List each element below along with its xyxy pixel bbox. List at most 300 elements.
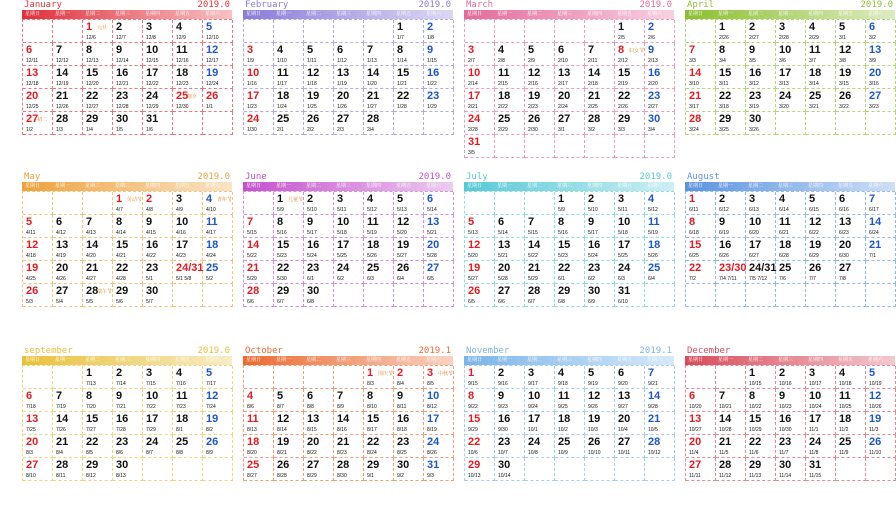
day-cell[interactable] (716, 215, 746, 238)
day-cell[interactable] (113, 284, 143, 307)
day-cell[interactable] (53, 261, 83, 284)
day-cell[interactable] (686, 192, 716, 215)
day-cell[interactable] (555, 192, 585, 215)
day-cell[interactable] (776, 435, 806, 458)
day-cell[interactable] (525, 412, 555, 435)
day-cell[interactable] (866, 215, 896, 238)
day-cell[interactable] (203, 366, 233, 389)
day-cell[interactable] (364, 192, 394, 215)
day-cell[interactable] (113, 412, 143, 435)
day-cell[interactable] (244, 66, 274, 89)
day-cell[interactable] (525, 66, 555, 89)
day-cell[interactable] (244, 389, 274, 412)
day-cell[interactable] (645, 261, 675, 284)
day-cell[interactable] (173, 389, 203, 412)
day-cell[interactable] (525, 238, 555, 261)
day-cell[interactable] (143, 89, 173, 112)
day-cell[interactable] (716, 112, 746, 135)
day-cell[interactable] (364, 215, 394, 238)
day-cell[interactable] (364, 458, 394, 481)
day-cell[interactable] (746, 261, 776, 284)
day-cell[interactable] (274, 284, 304, 307)
day-cell[interactable] (244, 261, 274, 284)
day-cell[interactable] (173, 238, 203, 261)
day-cell[interactable] (776, 192, 806, 215)
day-cell[interactable] (203, 389, 233, 412)
day-cell[interactable] (555, 215, 585, 238)
day-cell[interactable] (686, 66, 716, 89)
day-cell[interactable] (866, 66, 896, 89)
day-cell[interactable] (555, 261, 585, 284)
day-cell[interactable] (424, 20, 454, 43)
day-cell[interactable] (716, 66, 746, 89)
day-cell[interactable] (465, 412, 495, 435)
day-cell[interactable] (465, 43, 495, 66)
day-cell[interactable] (274, 412, 304, 435)
day-cell[interactable] (495, 435, 525, 458)
day-cell[interactable] (686, 412, 716, 435)
day-cell[interactable] (83, 112, 113, 135)
day-cell[interactable] (465, 458, 495, 481)
day-cell[interactable] (866, 43, 896, 66)
day-cell[interactable] (465, 435, 495, 458)
day-cell[interactable] (555, 366, 585, 389)
day-cell[interactable] (555, 66, 585, 89)
day-cell[interactable] (334, 389, 364, 412)
day-cell[interactable] (274, 89, 304, 112)
day-cell[interactable] (244, 89, 274, 112)
day-cell[interactable] (645, 412, 675, 435)
day-cell[interactable] (645, 112, 675, 135)
day-cell[interactable] (304, 389, 334, 412)
day-cell[interactable] (244, 458, 274, 481)
day-cell[interactable] (364, 238, 394, 261)
day-cell[interactable] (686, 89, 716, 112)
day-cell[interactable] (113, 89, 143, 112)
day-cell[interactable] (645, 66, 675, 89)
day-cell[interactable] (465, 135, 495, 158)
day-cell[interactable] (394, 215, 424, 238)
day-cell[interactable] (394, 43, 424, 66)
day-cell[interactable] (615, 192, 645, 215)
day-cell[interactable] (173, 43, 203, 66)
day-cell[interactable] (836, 89, 866, 112)
day-cell[interactable] (776, 43, 806, 66)
day-cell[interactable] (836, 66, 866, 89)
day-cell[interactable] (53, 435, 83, 458)
day-cell[interactable] (776, 215, 806, 238)
day-cell[interactable] (83, 261, 113, 284)
day-cell[interactable] (364, 261, 394, 284)
day-cell[interactable] (173, 215, 203, 238)
day-cell[interactable] (716, 238, 746, 261)
day-cell[interactable] (424, 89, 454, 112)
day-cell[interactable] (424, 238, 454, 261)
day-cell[interactable] (364, 389, 394, 412)
day-cell[interactable] (83, 284, 113, 307)
day-cell[interactable] (615, 284, 645, 307)
day-cell[interactable] (836, 238, 866, 261)
day-cell[interactable] (716, 435, 746, 458)
day-cell[interactable] (424, 66, 454, 89)
day-cell[interactable] (394, 20, 424, 43)
day-cell[interactable] (776, 261, 806, 284)
day-cell[interactable] (274, 43, 304, 66)
day-cell[interactable] (806, 89, 836, 112)
day-cell[interactable] (776, 66, 806, 89)
day-cell[interactable] (776, 238, 806, 261)
day-cell[interactable] (173, 366, 203, 389)
day-cell[interactable] (806, 43, 836, 66)
day-cell[interactable] (806, 66, 836, 89)
day-cell[interactable] (746, 238, 776, 261)
day-cell[interactable] (806, 215, 836, 238)
day-cell[interactable] (23, 435, 53, 458)
day-cell[interactable] (806, 238, 836, 261)
day-cell[interactable] (203, 43, 233, 66)
day-cell[interactable] (83, 412, 113, 435)
day-cell[interactable] (203, 215, 233, 238)
day-cell[interactable] (686, 238, 716, 261)
day-cell[interactable] (394, 66, 424, 89)
day-cell[interactable] (23, 284, 53, 307)
day-cell[interactable] (746, 20, 776, 43)
day-cell[interactable] (394, 261, 424, 284)
day-cell[interactable] (203, 20, 233, 43)
day-cell[interactable] (394, 238, 424, 261)
day-cell[interactable] (525, 435, 555, 458)
day-cell[interactable] (615, 366, 645, 389)
day-cell[interactable] (836, 389, 866, 412)
day-cell[interactable] (615, 112, 645, 135)
day-cell[interactable] (364, 89, 394, 112)
day-cell[interactable] (203, 192, 233, 215)
day-cell[interactable] (525, 215, 555, 238)
day-cell[interactable] (364, 66, 394, 89)
day-cell[interactable] (686, 458, 716, 481)
day-cell[interactable] (836, 435, 866, 458)
day-cell[interactable] (615, 412, 645, 435)
day-cell[interactable] (465, 261, 495, 284)
day-cell[interactable] (143, 43, 173, 66)
day-cell[interactable] (113, 20, 143, 43)
day-cell[interactable] (394, 89, 424, 112)
day-cell[interactable] (83, 66, 113, 89)
day-cell[interactable] (555, 238, 585, 261)
day-cell[interactable] (585, 66, 615, 89)
day-cell[interactable] (173, 192, 203, 215)
day-cell[interactable] (113, 389, 143, 412)
day-cell[interactable] (244, 112, 274, 135)
day-cell[interactable] (525, 366, 555, 389)
day-cell[interactable] (424, 43, 454, 66)
day-cell[interactable] (746, 389, 776, 412)
day-cell[interactable] (645, 435, 675, 458)
day-cell[interactable] (525, 261, 555, 284)
day-cell[interactable] (334, 435, 364, 458)
day-cell[interactable] (615, 215, 645, 238)
day-cell[interactable] (495, 66, 525, 89)
day-cell[interactable] (304, 112, 334, 135)
day-cell[interactable] (465, 238, 495, 261)
day-cell[interactable] (645, 89, 675, 112)
day-cell[interactable] (806, 192, 836, 215)
day-cell[interactable] (495, 238, 525, 261)
day-cell[interactable] (83, 458, 113, 481)
day-cell[interactable] (585, 238, 615, 261)
day-cell[interactable] (23, 112, 53, 135)
day-cell[interactable] (143, 112, 173, 135)
day-cell[interactable] (143, 284, 173, 307)
day-cell[interactable] (334, 458, 364, 481)
day-cell[interactable] (866, 366, 896, 389)
day-cell[interactable] (495, 112, 525, 135)
day-cell[interactable] (23, 66, 53, 89)
day-cell[interactable] (304, 412, 334, 435)
day-cell[interactable] (274, 458, 304, 481)
day-cell[interactable] (686, 43, 716, 66)
day-cell[interactable] (274, 435, 304, 458)
day-cell[interactable] (716, 389, 746, 412)
day-cell[interactable] (203, 435, 233, 458)
day-cell[interactable] (304, 435, 334, 458)
day-cell[interactable] (555, 284, 585, 307)
day-cell[interactable] (806, 389, 836, 412)
day-cell[interactable] (394, 192, 424, 215)
day-cell[interactable] (615, 89, 645, 112)
day-cell[interactable] (555, 112, 585, 135)
day-cell[interactable] (113, 366, 143, 389)
day-cell[interactable] (394, 389, 424, 412)
day-cell[interactable] (113, 458, 143, 481)
day-cell[interactable] (203, 238, 233, 261)
day-cell[interactable] (806, 20, 836, 43)
day-cell[interactable] (53, 238, 83, 261)
day-cell[interactable] (645, 20, 675, 43)
day-cell[interactable] (495, 458, 525, 481)
day-cell[interactable] (244, 435, 274, 458)
day-cell[interactable] (836, 215, 866, 238)
day-cell[interactable] (836, 192, 866, 215)
day-cell[interactable] (23, 412, 53, 435)
day-cell[interactable] (394, 458, 424, 481)
day-cell[interactable] (113, 215, 143, 238)
day-cell[interactable] (274, 66, 304, 89)
day-cell[interactable] (53, 66, 83, 89)
day-cell[interactable] (746, 112, 776, 135)
day-cell[interactable] (686, 389, 716, 412)
day-cell[interactable] (274, 261, 304, 284)
day-cell[interactable] (806, 261, 836, 284)
day-cell[interactable] (746, 66, 776, 89)
day-cell[interactable] (585, 192, 615, 215)
day-cell[interactable] (173, 435, 203, 458)
day-cell[interactable] (555, 43, 585, 66)
day-cell[interactable] (866, 238, 896, 261)
day-cell[interactable] (866, 412, 896, 435)
day-cell[interactable] (495, 412, 525, 435)
day-cell[interactable] (143, 215, 173, 238)
day-cell[interactable] (585, 215, 615, 238)
day-cell[interactable] (113, 43, 143, 66)
day-cell[interactable] (686, 112, 716, 135)
day-cell[interactable] (304, 238, 334, 261)
day-cell[interactable] (836, 261, 866, 284)
day-cell[interactable] (113, 435, 143, 458)
day-cell[interactable] (304, 43, 334, 66)
day-cell[interactable] (304, 89, 334, 112)
day-cell[interactable] (23, 89, 53, 112)
day-cell[interactable] (615, 238, 645, 261)
day-cell[interactable] (203, 66, 233, 89)
day-cell[interactable] (53, 89, 83, 112)
day-cell[interactable] (465, 112, 495, 135)
day-cell[interactable] (746, 458, 776, 481)
day-cell[interactable] (836, 366, 866, 389)
day-cell[interactable] (645, 192, 675, 215)
day-cell[interactable] (83, 366, 113, 389)
day-cell[interactable] (495, 389, 525, 412)
day-cell[interactable] (776, 412, 806, 435)
day-cell[interactable] (615, 389, 645, 412)
day-cell[interactable] (244, 43, 274, 66)
day-cell[interactable] (424, 366, 454, 389)
day-cell[interactable] (53, 412, 83, 435)
day-cell[interactable] (555, 412, 585, 435)
day-cell[interactable] (585, 284, 615, 307)
day-cell[interactable] (274, 389, 304, 412)
day-cell[interactable] (334, 215, 364, 238)
day-cell[interactable] (615, 66, 645, 89)
day-cell[interactable] (465, 89, 495, 112)
day-cell[interactable] (495, 215, 525, 238)
day-cell[interactable] (113, 66, 143, 89)
day-cell[interactable] (53, 43, 83, 66)
day-cell[interactable] (113, 192, 143, 215)
day-cell[interactable] (83, 43, 113, 66)
day-cell[interactable] (645, 43, 675, 66)
day-cell[interactable] (394, 366, 424, 389)
day-cell[interactable] (495, 284, 525, 307)
day-cell[interactable] (274, 215, 304, 238)
day-cell[interactable] (83, 215, 113, 238)
day-cell[interactable] (465, 366, 495, 389)
day-cell[interactable] (746, 192, 776, 215)
day-cell[interactable] (304, 192, 334, 215)
day-cell[interactable] (585, 435, 615, 458)
day-cell[interactable] (686, 435, 716, 458)
day-cell[interactable] (465, 66, 495, 89)
day-cell[interactable] (304, 284, 334, 307)
day-cell[interactable] (143, 412, 173, 435)
day-cell[interactable] (525, 389, 555, 412)
day-cell[interactable] (274, 238, 304, 261)
day-cell[interactable] (866, 89, 896, 112)
day-cell[interactable] (716, 192, 746, 215)
day-cell[interactable] (465, 389, 495, 412)
day-cell[interactable] (23, 261, 53, 284)
day-cell[interactable] (866, 192, 896, 215)
day-cell[interactable] (364, 112, 394, 135)
day-cell[interactable] (465, 215, 495, 238)
day-cell[interactable] (776, 458, 806, 481)
day-cell[interactable] (776, 389, 806, 412)
day-cell[interactable] (244, 284, 274, 307)
day-cell[interactable] (23, 458, 53, 481)
day-cell[interactable] (555, 435, 585, 458)
day-cell[interactable] (716, 20, 746, 43)
day-cell[interactable] (143, 20, 173, 43)
day-cell[interactable] (23, 215, 53, 238)
day-cell[interactable] (645, 215, 675, 238)
day-cell[interactable] (585, 89, 615, 112)
day-cell[interactable] (866, 20, 896, 43)
day-cell[interactable] (776, 366, 806, 389)
day-cell[interactable] (364, 366, 394, 389)
day-cell[interactable] (113, 238, 143, 261)
day-cell[interactable] (364, 435, 394, 458)
day-cell[interactable] (83, 238, 113, 261)
day-cell[interactable] (203, 412, 233, 435)
day-cell[interactable] (806, 435, 836, 458)
day-cell[interactable] (23, 43, 53, 66)
day-cell[interactable] (615, 261, 645, 284)
day-cell[interactable] (143, 261, 173, 284)
day-cell[interactable] (304, 261, 334, 284)
day-cell[interactable] (83, 20, 113, 43)
day-cell[interactable] (615, 20, 645, 43)
day-cell[interactable] (585, 366, 615, 389)
day-cell[interactable] (394, 412, 424, 435)
day-cell[interactable] (244, 238, 274, 261)
day-cell[interactable] (716, 458, 746, 481)
day-cell[interactable] (23, 389, 53, 412)
day-cell[interactable] (776, 20, 806, 43)
day-cell[interactable] (716, 412, 746, 435)
day-cell[interactable] (585, 412, 615, 435)
day-cell[interactable] (53, 389, 83, 412)
day-cell[interactable] (334, 261, 364, 284)
day-cell[interactable] (143, 366, 173, 389)
day-cell[interactable] (83, 435, 113, 458)
day-cell[interactable] (143, 238, 173, 261)
day-cell[interactable] (424, 435, 454, 458)
day-cell[interactable] (866, 389, 896, 412)
day-cell[interactable] (53, 458, 83, 481)
day-cell[interactable] (836, 20, 866, 43)
day-cell[interactable] (304, 66, 334, 89)
day-cell[interactable] (746, 215, 776, 238)
day-cell[interactable] (364, 412, 394, 435)
day-cell[interactable] (424, 215, 454, 238)
day-cell[interactable] (424, 389, 454, 412)
day-cell[interactable] (334, 112, 364, 135)
day-cell[interactable] (615, 435, 645, 458)
day-cell[interactable] (525, 89, 555, 112)
day-cell[interactable] (53, 284, 83, 307)
day-cell[interactable] (555, 89, 585, 112)
day-cell[interactable] (304, 458, 334, 481)
day-cell[interactable] (113, 112, 143, 135)
day-cell[interactable] (53, 215, 83, 238)
day-cell[interactable] (806, 412, 836, 435)
day-cell[interactable] (113, 261, 143, 284)
day-cell[interactable] (555, 389, 585, 412)
day-cell[interactable] (746, 412, 776, 435)
day-cell[interactable] (203, 89, 233, 112)
day-cell[interactable] (525, 43, 555, 66)
day-cell[interactable] (143, 389, 173, 412)
